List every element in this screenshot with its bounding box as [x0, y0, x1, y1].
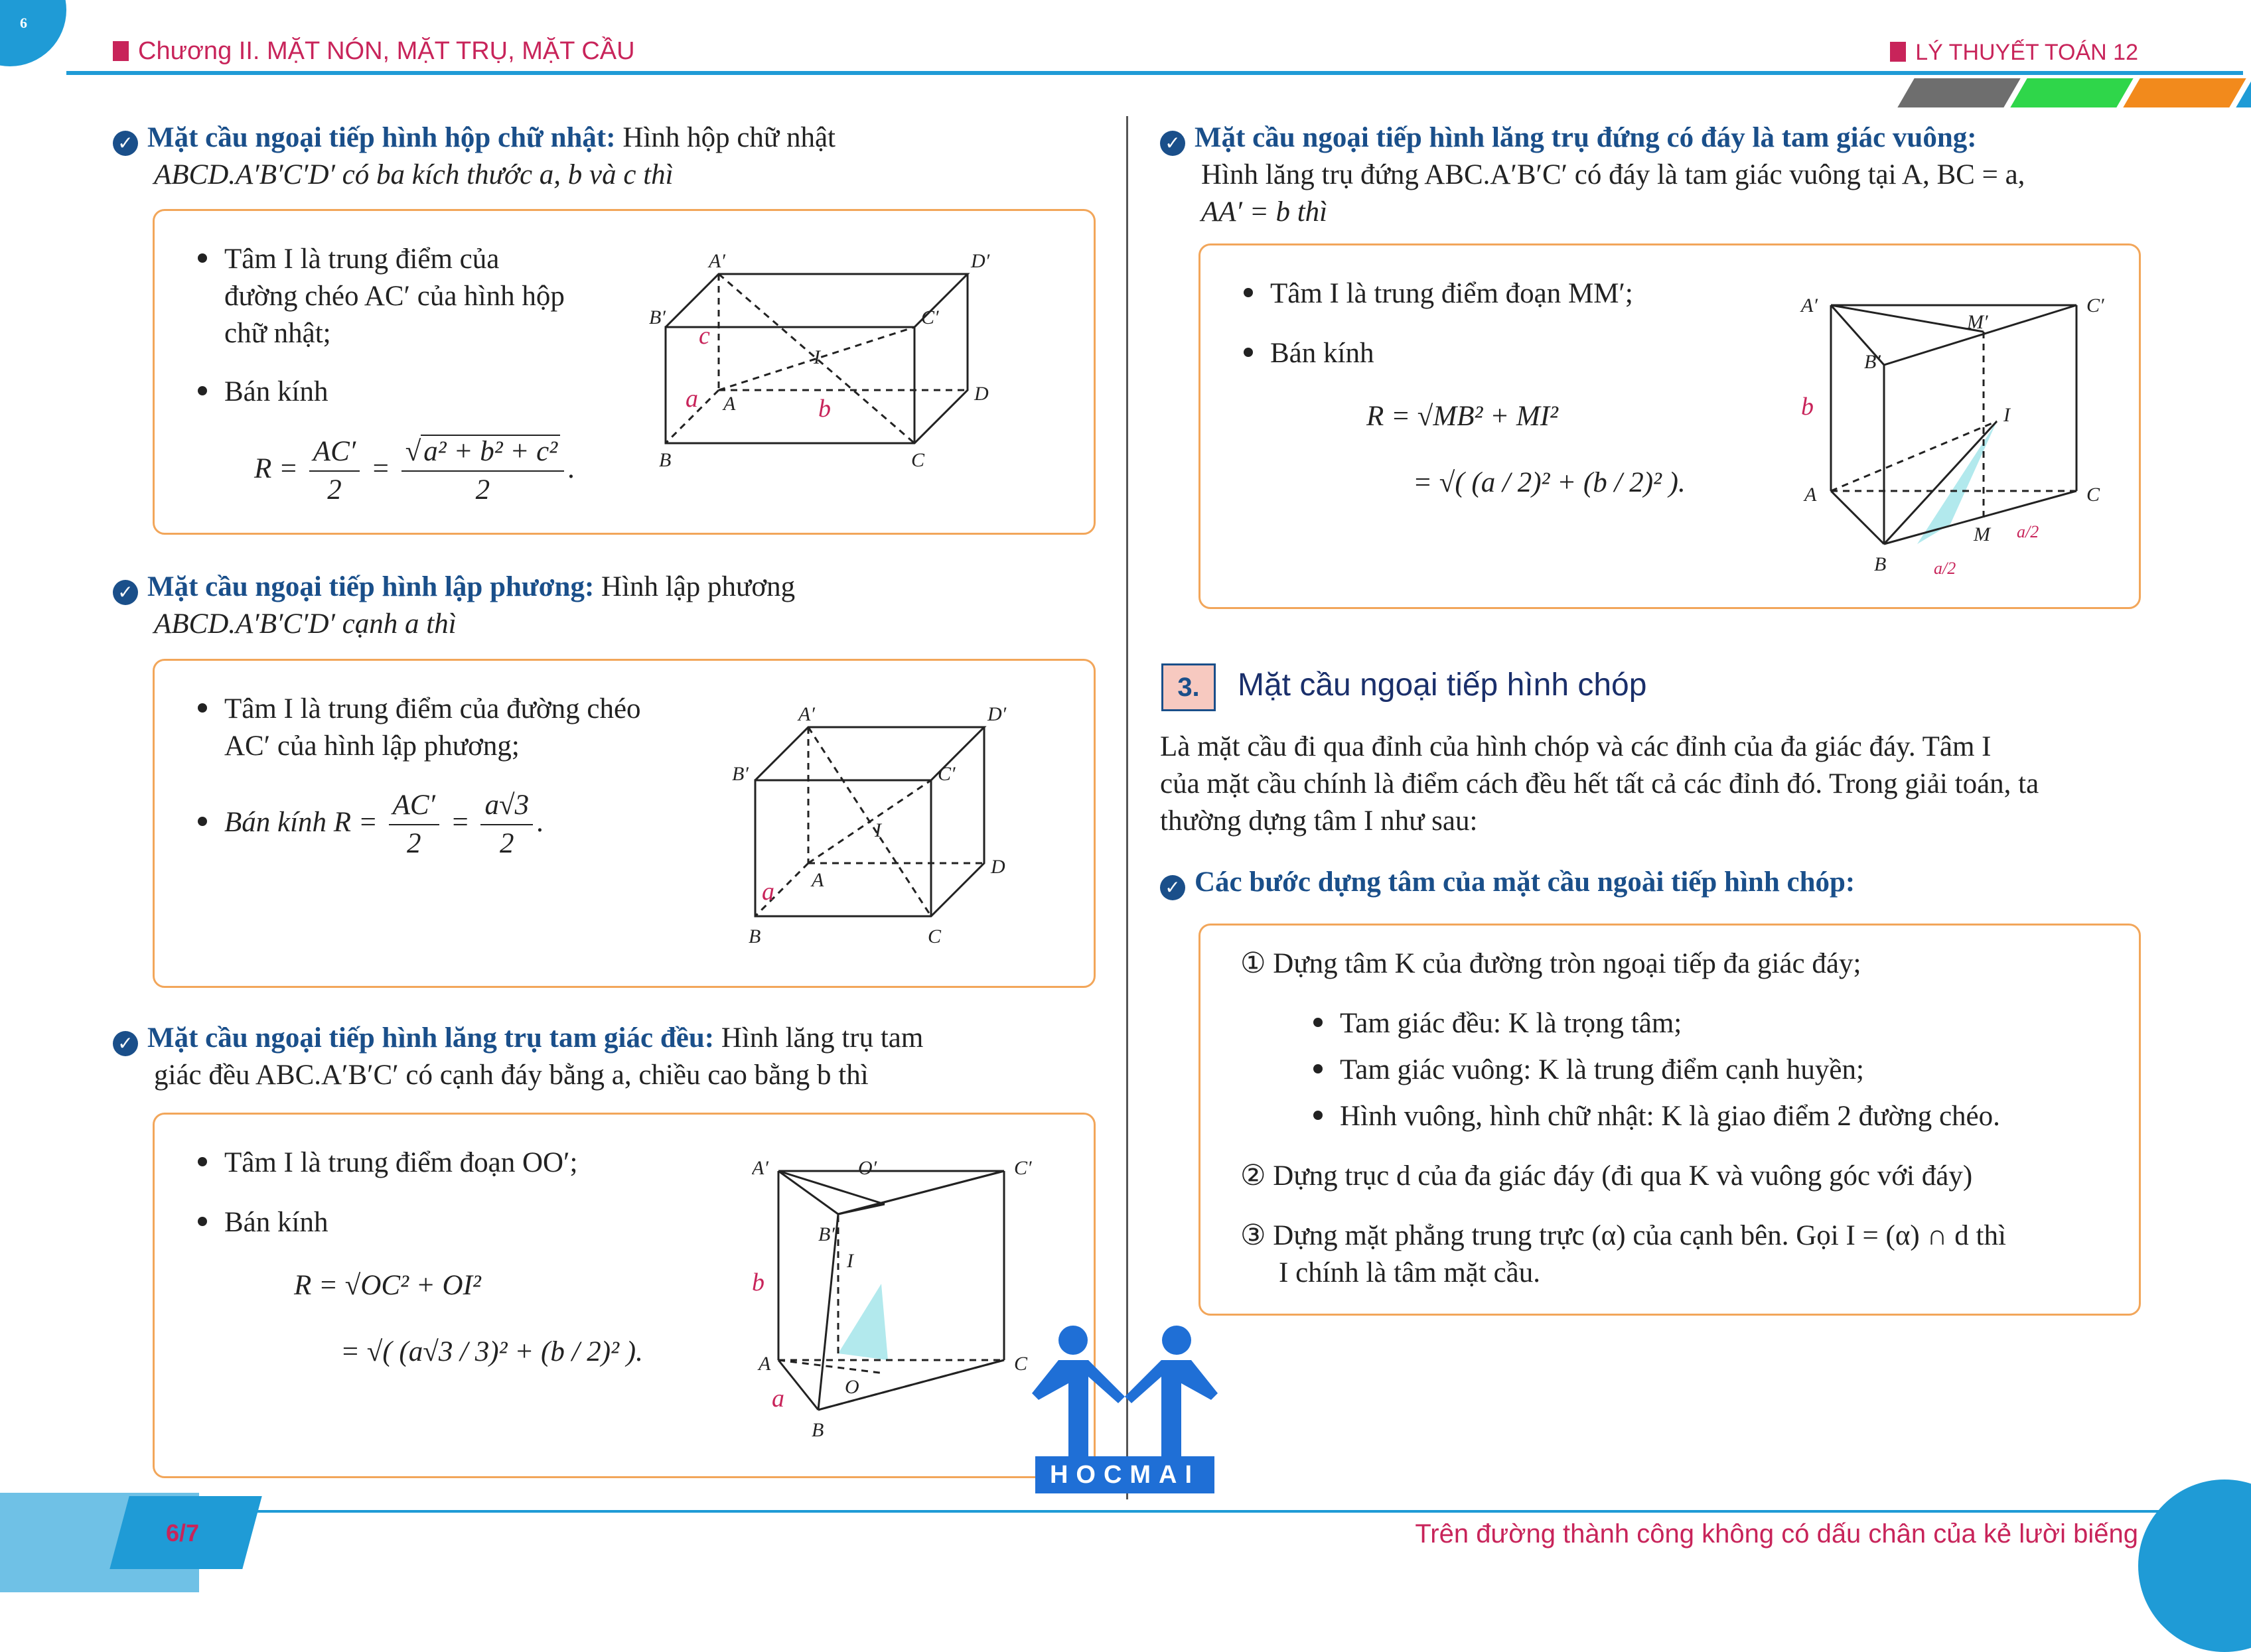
svg-text:C′: C′: [1014, 1157, 1032, 1179]
page-corner-number: 6: [20, 15, 27, 31]
svg-text:O′: O′: [858, 1157, 877, 1179]
footer-rule: [252, 1510, 2250, 1513]
svg-text:M′: M′: [1967, 311, 1988, 333]
s2-bullet-radius: Bán kính R = $\frac{AC'}{2}$ = $\frac{a√3}{2}$ .: [198, 787, 544, 862]
svg-text:I: I: [847, 1250, 853, 1272]
s3-bullet-center: Tâm I là trung điểm đoạn OO′;: [198, 1144, 577, 1182]
s4-bullet-radius: Bán kính: [1244, 335, 1374, 372]
svg-text:a: a: [686, 385, 698, 413]
svg-text:b: b: [818, 395, 831, 423]
hocmai-logo-icon: [1032, 1324, 1218, 1456]
s4-prism-figure: [1798, 272, 2130, 590]
svg-text:I: I: [814, 346, 820, 368]
svg-text:B: B: [1874, 553, 1887, 575]
check-icon: ✓: [1160, 875, 1185, 900]
s1-box: [153, 209, 1096, 535]
svg-text:C′: C′: [921, 307, 939, 328]
svg-text:B: B: [749, 926, 761, 947]
svg-text:c: c: [699, 322, 710, 350]
page-number: 6/7: [166, 1519, 200, 1547]
svg-text:D′: D′: [971, 250, 990, 272]
footer-motto: Trên đường thành công không có dấu chân của kẻ lười biếng: [1415, 1519, 2138, 1549]
check-icon: ✓: [113, 580, 138, 605]
svg-text:D: D: [974, 383, 989, 405]
svg-text:A′: A′: [1801, 295, 1818, 316]
s4-formula-1: R = √MB² + MI²: [1366, 401, 1558, 432]
svg-text:C: C: [911, 449, 925, 471]
svg-text:A: A: [759, 1353, 771, 1375]
svg-text:a/2: a/2: [2017, 522, 2039, 541]
s2-cube-figure: [732, 697, 1031, 963]
chapter-title: Chương II. MẶT NÓN, MẶT TRỤ, MẶT CẦU: [113, 37, 635, 66]
s4-bullet-center: Tâm I là trung điểm đoạn MM′;: [1244, 275, 1633, 312]
s1-bullet-center: Tâm I là trung điểm của đường chéo AC′ của hình hộp chữ nhật;: [198, 241, 565, 352]
svg-text:B: B: [812, 1419, 824, 1441]
svg-text:B′: B′: [649, 307, 666, 328]
svg-text:a/2: a/2: [1934, 559, 1956, 578]
section-title: Mặt cầu ngoại tiếp hình chóp: [1238, 667, 1647, 703]
svg-text:I: I: [875, 819, 881, 841]
svg-text:B′: B′: [732, 763, 749, 785]
svg-text:A′: A′: [798, 703, 815, 725]
svg-text:A: A: [812, 869, 824, 891]
svg-text:O: O: [845, 1376, 859, 1398]
footer-corner: [2138, 1480, 2251, 1652]
svg-text:A′: A′: [709, 250, 725, 272]
section-number: 3.: [1161, 663, 1216, 711]
svg-text:a: a: [762, 878, 774, 906]
s3-heading: ✓ Mặt cầu ngoại tiếp hình lăng trụ tam giác đều: Hình lăng trụ tam giác đều ABC.A′B′C′ có cạnh đáy bằng a, chiều cao bằng b thì: [113, 1020, 1092, 1094]
s2-heading: ✓ Mặt cầu ngoại tiếp hình lập phương: Hình lập phương ABCD.A′B′C′D′ cạnh a thì: [113, 569, 1092, 643]
check-icon: ✓: [113, 1031, 138, 1056]
s2-bullet-center: Tâm I là trung điểm của đường chéo AC′ của hình lập phương;: [198, 691, 641, 765]
svg-text:B′: B′: [818, 1223, 835, 1245]
column-divider: [1126, 116, 1128, 1499]
svg-text:C′: C′: [938, 763, 956, 785]
svg-text:B: B: [659, 449, 672, 471]
svg-text:D′: D′: [987, 703, 1007, 725]
svg-text:A: A: [723, 393, 736, 415]
section3-intro: Là mặt cầu đi qua đỉnh của hình chóp và các đỉnh của đa giác đáy. Tâm I của mặt cầu chính là điểm cách đều hết tất cả các đỉnh đó. Trong giải toán, ta thường dựng tâm I như sau:: [1160, 731, 2039, 837]
s2-box: [153, 659, 1096, 988]
steps-box: [1198, 924, 2141, 1316]
check-icon: ✓: [113, 131, 138, 156]
s3-box: [153, 1113, 1096, 1478]
s3-shaded-triangle: [838, 1284, 888, 1360]
svg-text:b: b: [752, 1269, 764, 1296]
svg-text:C: C: [1014, 1353, 1028, 1375]
s1-bullet-radius: Bán kính: [198, 374, 328, 411]
header-rule: [66, 71, 2243, 75]
s4-heading: ✓ Mặt cầu ngoại tiếp hình lăng trụ đứng có đáy là tam giác vuông: Hình lăng trụ đứng ABC.A′B′C′ có đáy là tam giác vuông tại A, BC = a, AA′ = b thì: [1160, 119, 2137, 231]
svg-text:A: A: [1804, 484, 1817, 506]
s1-heading: ✓ Mặt cầu ngoại tiếp hình hộp chữ nhật: Hình hộp chữ nhật ABCD.A′B′C′D′ có ba kích thước a, b và c thì: [113, 119, 1092, 194]
svg-text:D: D: [991, 856, 1005, 878]
document-icon: [113, 41, 129, 61]
s3-formula-1: R = √OC² + OI²: [294, 1270, 481, 1301]
document-icon: [1890, 42, 1906, 62]
check-icon: ✓: [1160, 131, 1185, 156]
stripe-orange: [2123, 78, 2246, 107]
s4-box: [1198, 243, 2141, 609]
step-3: ③ Dựng mặt phẳng trung trực (α) của cạnh bên. Gọi I = (α) ∩ d thì I chính là tâm mặt cầu.: [1240, 1220, 2006, 1288]
step-1-sub-3: Hình vuông, hình chữ nhật: K là giao điểm 2 đường chéo.: [1313, 1098, 2000, 1135]
hocmai-logo-text: HOCMAI: [1035, 1456, 1214, 1493]
step-2: ② Dựng trục d của đa giác đáy (đi qua K và vuông góc với đáy): [1240, 1160, 1973, 1192]
svg-text:M: M: [1974, 523, 1990, 545]
svg-text:B′: B′: [1864, 351, 1881, 373]
steps-heading: ✓ Các bước dựng tâm của mặt cầu ngoài tiếp hình chóp:: [1160, 864, 2137, 901]
stripe-green: [2010, 78, 2133, 107]
svg-text:C: C: [928, 926, 942, 947]
step-1: ① Dựng tâm K của đường tròn ngoại tiếp đa giác đáy;: [1240, 948, 1861, 979]
header-stripes: [1879, 78, 2251, 107]
s3-formula-2: = √( (a√3 / 3)² + (b / 2)² ).: [340, 1336, 643, 1367]
svg-text:C: C: [2086, 484, 2100, 506]
svg-text:b: b: [1801, 393, 1814, 421]
brand-title: LÝ THUYẾT TOÁN 12: [1890, 40, 2138, 66]
page-corner-badge: [0, 0, 66, 66]
s1-box-figure: [649, 247, 1047, 513]
svg-text:a: a: [772, 1385, 784, 1412]
step-1-sub-2: Tam giác vuông: K là trung điểm cạnh huyền;: [1313, 1052, 1864, 1089]
svg-text:C′: C′: [2086, 295, 2104, 316]
stripe-gray: [1897, 78, 2020, 107]
s1-formula: R = $\frac{AC'}{2}$ = $\frac{\text{√a² + b² + c²}}{2}$ .: [254, 433, 575, 509]
step-1-sub-1: Tam giác đều: K là trọng tâm;: [1313, 1005, 1682, 1042]
svg-text:A′: A′: [752, 1157, 768, 1179]
s4-formula-2: = √( (a / 2)² + (b / 2)² ).: [1413, 467, 1686, 498]
svg-text:I: I: [2003, 404, 2010, 426]
s3-bullet-radius: Bán kính: [198, 1204, 328, 1241]
